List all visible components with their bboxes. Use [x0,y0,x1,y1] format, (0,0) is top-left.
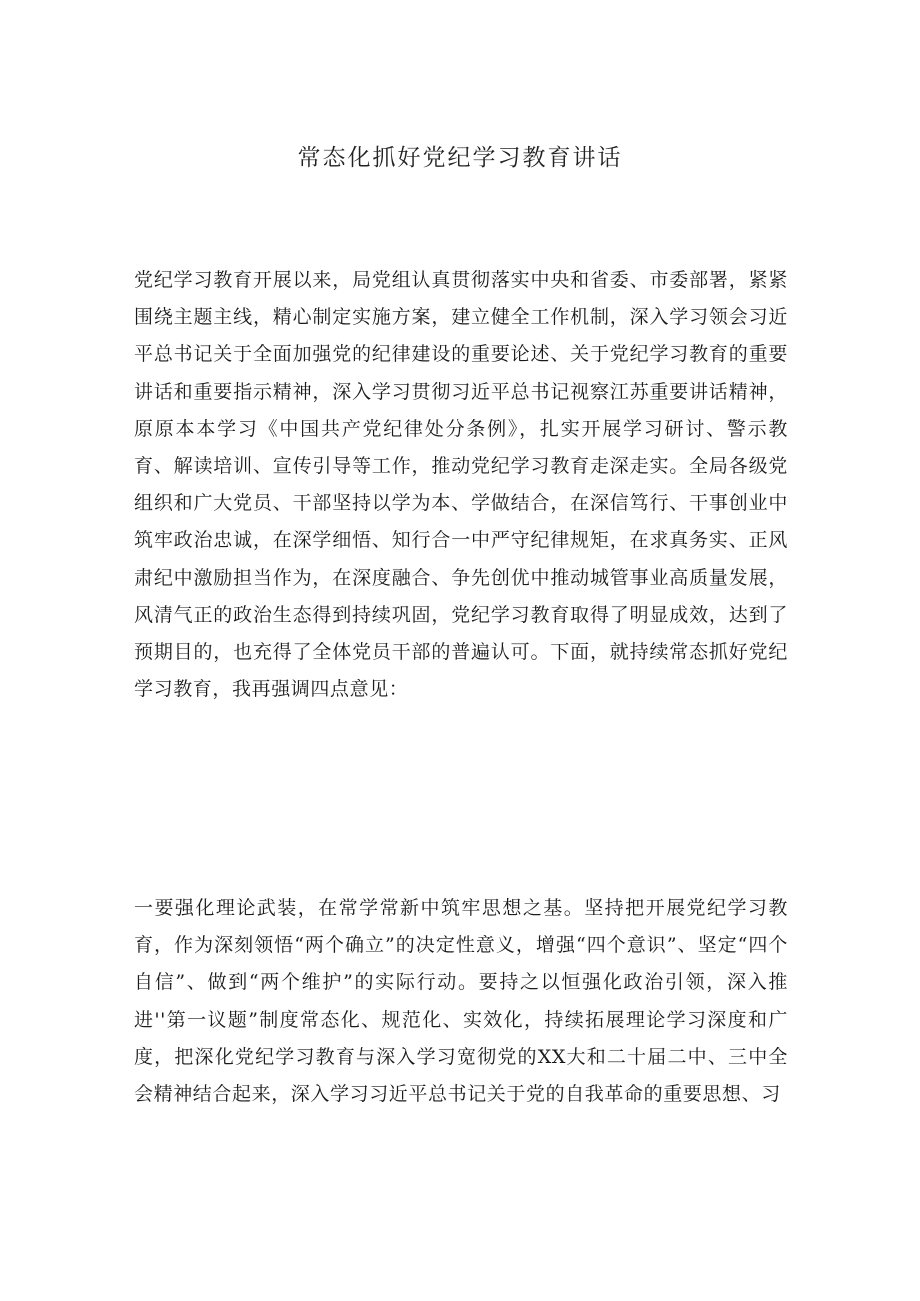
page-title: 常态化抓好党纪学习教育讲话 [297,145,623,171]
body-paragraph-intro: 党纪学习教育开展以来，局党组认真贯彻落实中央和省委、市委部署，紧紧围绕主题主线，精心制定实施方案，建立健全工作机制，深入学习领会习近平总书记关于全面加强党的纪律建设的重要论述、关于党纪学习教育的重要讲话和重要指示精神，深入学习贯彻习近平总书记视察江苏重要讲话精神，原原本本学习《中国共产党纪律处分条例》，扎实开展学习研讨、警示教育、解读培训、宣传引导等工作，推动党纪学习教育走深走实。全局各级党组织和广大党员、干部坚持以学为本、学做结合，在深信笃行、干事创业中筑牢政治忠诚，在深学细悟、知行合一中严守纪律规矩，在求真务实、正风肃纪中激励担当作为，在深度融合、争先创优中推动城管事业高质量发展，风清气正的政治生态得到持续巩固，党纪学习教育取得了明显成效，达到了预期目的，也充得了全体党员干部的普遍认可。下面，就持续常态抓好党纪学习教育，我再强调四点意见： [134,269,788,701]
body-paragraph-point-one: 一要强化理论武装，在常学常新中筑牢思想之基。坚持把开展党纪学习教育，作为深刻领悟“两个确立”的决定性意义，增强“四个意识”、坚定“四个自信”、做到“两个维护”的实际行动。要持之以恒强化政治引领，深入推进''第一议题”制度常态化、规范化、实效化，持续拓展理论学习深度和广度，把深化党纪学习教育与深入学习宽彻党的XX大和二十届二中、三中全会精神结合起来，深入学习习近平总书记关于党的自我革命的重要思想、习 [134,897,788,1106]
